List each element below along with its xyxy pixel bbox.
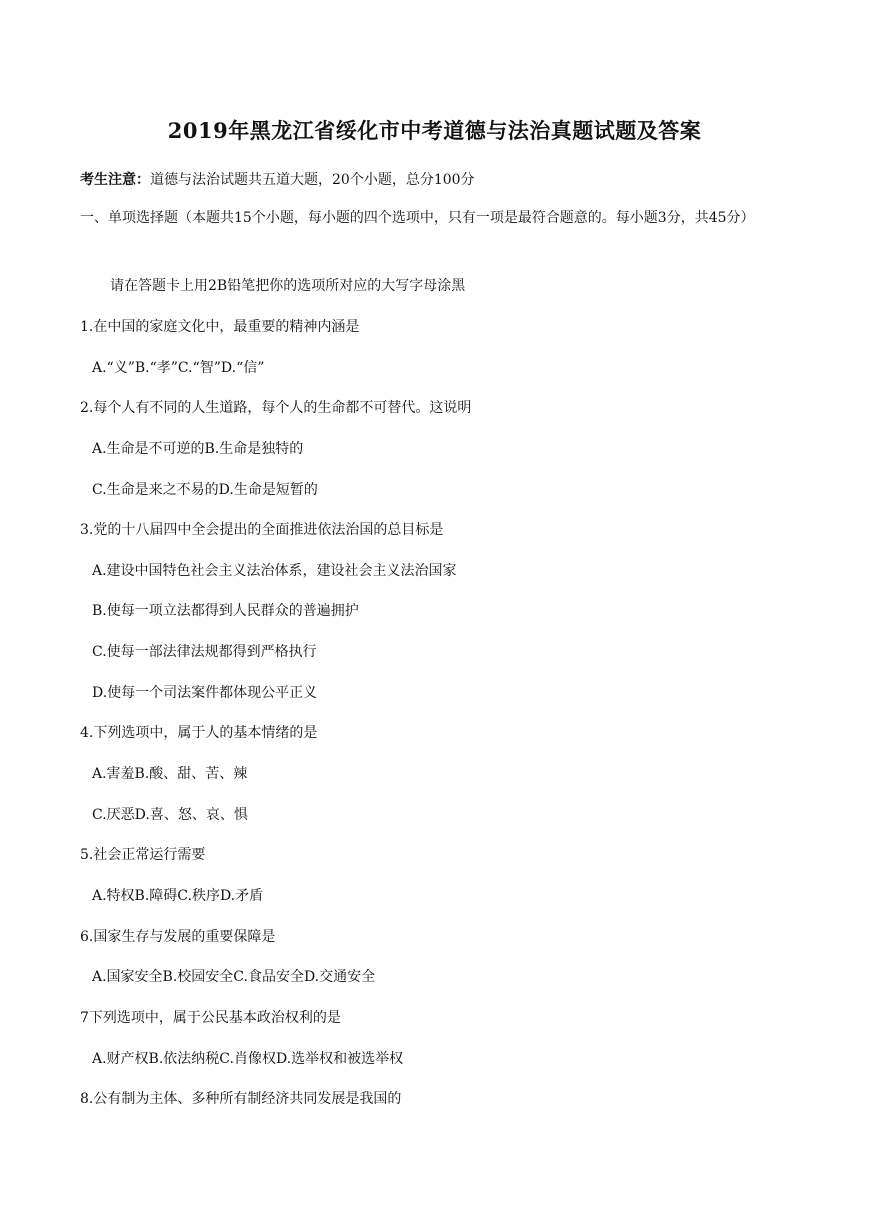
notice-line — [80, 170, 475, 190]
notice-label: 考生注意： — [80, 172, 150, 188]
question-stem: 7下列选项中，属于公民基本政治权利的是 — [80, 1010, 341, 1026]
question-option: A.“义”B.“孝”C.“智”D.“信” — [92, 360, 265, 376]
question-option: C.使每一部法律法规都得到严格执行 — [92, 644, 317, 660]
question-option: A.特权B.障碍C.秩序D.矛盾 — [92, 888, 264, 904]
question-option: A.财产权B.依法纳税C.肖像权D.选举权和被选举权 — [92, 1051, 404, 1067]
question-option: D.使每一个司法案件都体现公平正义 — [92, 685, 318, 701]
question-stem: 2.每个人有不同的人生道路，每个人的生命都不可替代。这说明 — [80, 400, 472, 416]
question-option: A.国家安全B.校园安全C.食品安全D.交通安全 — [92, 969, 376, 985]
notice-text: 道德与法治试题共五道大题，20个小题，总分100分 — [150, 172, 475, 188]
question-option: B.使每一项立法都得到人民群众的普遍拥护 — [92, 603, 359, 619]
question-stem: 4.下列选项中，属于人的基本情绪的是 — [80, 725, 318, 741]
question-option: A.生命是不可逆的B.生命是独特的 — [92, 441, 304, 457]
question-stem: 1.在中国的家庭文化中，最重要的精神内涵是 — [80, 319, 360, 335]
question-stem: 6.国家生存与发展的重要保障是 — [80, 929, 276, 945]
question-option: C.生命是来之不易的D.生命是短暂的 — [92, 482, 318, 498]
section-heading: 一、单项选择题（本题共15个小题，每小题的四个选项中，只有一项是最符合题意的。每小题3分，共45分） — [80, 210, 755, 226]
question-stem: 8.公有制为主体、多种所有制经济共同发展是我国的 — [80, 1091, 402, 1107]
page-title: 2019年黑龙江省绥化市中考道德与法治真题试题及答案 — [167, 118, 702, 143]
question-option: A.建设中国特色社会主义法治体系，建设社会主义法治国家 — [92, 563, 457, 579]
question-option: C.厌恶D.喜、怒、哀、惧 — [92, 807, 248, 823]
question-option: A.害羞B.酸、甜、苦、辣 — [92, 766, 248, 782]
question-stem: 3.党的十八届四中全会提出的全面推进依法治国的总目标是 — [80, 522, 444, 538]
question-stem: 5.社会正常运行需要 — [80, 847, 206, 863]
section-instruction: 请在答题卡上用2B铅笔把你的选项所对应的大写字母涂黑 — [110, 278, 466, 294]
